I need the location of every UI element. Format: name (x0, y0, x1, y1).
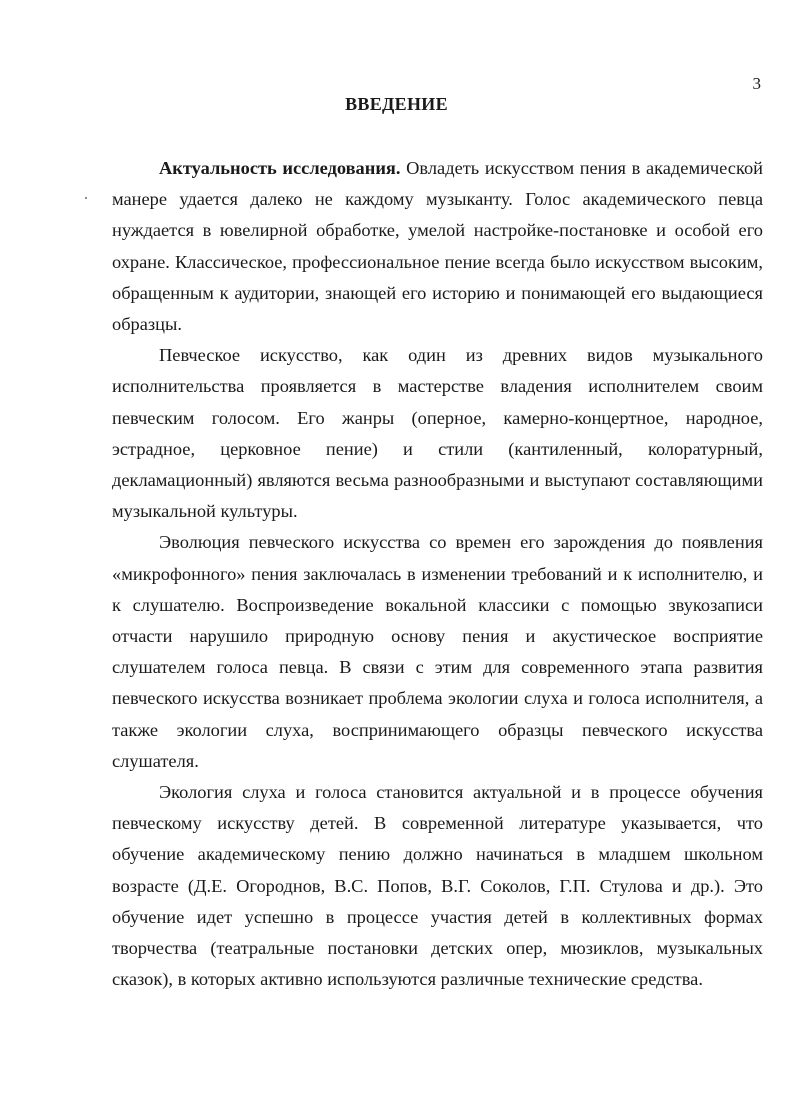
paragraph-1 (112, 153, 763, 340)
paragraph-lead: Актуальность исследования. (159, 158, 401, 178)
page-number: 3 (752, 74, 761, 93)
page-title: ВВЕДЕНИЕ (345, 94, 448, 114)
paragraph-2: Певческое искусство, как один из древних видов музыкального исполнительства проявляется в мастерстве владения исполнителем своим певческим голосом. Его жанры (оперное, камерно-концертное, народное, эстрадное, церковное пение) и стили (кантиленный, колоратурный, декламационный) являются весьма разнообразными и выступают составляющими музыкальной культуры. (112, 345, 763, 522)
scan-speck (85, 197, 87, 199)
body-text (112, 153, 763, 995)
paragraph-text: Овладеть искусством пения в академической манере удается далеко не каждому музыканту. Голос академического певца нуждается в ювелирной обработке, умелой настройке-постановке и особой его охране. Классическое, профессиональное пение всегда было искусством высоким, обращенным к аудитории, знающей его историю и понимающей его выдающиеся образцы. (112, 158, 764, 335)
paragraph-4: Экология слуха и голоса становится актуальной и в процессе обучения певческому искусству детей. В современной литературе указывается, что обучение академическому пению должно начинаться в младшем школьном возрасте (Д.Е. Огороднов, В.С. Попов, В.Г. Соколов, Г.П. Стулова и др.). Это обучение идет успешно в процессе участия детей в коллективных формах творчества (театральные постановки детских опер, мюзиклов, музыкальных сказок), в которых активно используются различные технические средства. (112, 782, 763, 990)
paragraph-3: Эволюция певческого искусства со времен его зарождения до появления «микрофонного» пения заключалась в изменении требований и к исполнителю, и к слушателю. Воспроизведение вокальной классики с помощью звукозаписи отчасти нарушило природную основу пения и акустическое восприятие слушателем голоса певца. В связи с этим для современного этапа развития певческого искусства возникает проблема экологии слуха и голоса исполнителя, а также экологии слуха, воспринимающего образцы певческого искусства слушателя. (112, 532, 763, 771)
